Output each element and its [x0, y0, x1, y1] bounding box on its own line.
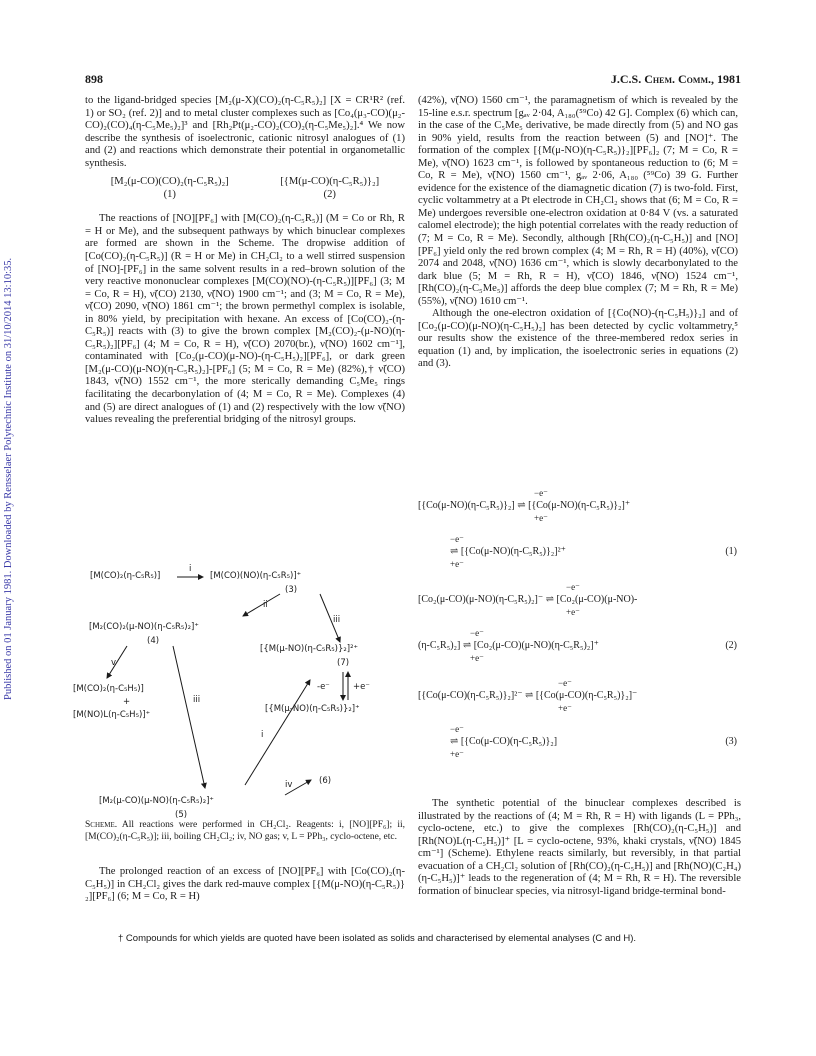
- eq1-oxidation: −e⁻: [534, 488, 548, 498]
- compound-4-number: (4): [147, 636, 160, 646]
- eq3-reduction: +e⁻: [558, 703, 572, 713]
- compound-5-number: (5): [175, 810, 188, 820]
- eq2-reduction-2: +e⁻: [470, 653, 484, 663]
- eq2-number: (2): [725, 640, 737, 651]
- eq2-line2: (η-C₅R₅)₂] ⇌ [Co₂(μ-CO)(μ-NO)(η-C₅R₅)₂]⁺: [418, 640, 599, 651]
- compound-6: [{M(μ-NO)(η-C₅R₅)}₂]⁺: [265, 704, 360, 714]
- right-column-tail: [418, 798, 741, 898]
- formula-2: [280, 176, 379, 201]
- eq1-line1: [{Co(μ-NO)(η-C₅R₅)}₂] ⇌ [{Co(μ-NO)(η-C₅R₅)}₂]⁺: [418, 500, 631, 511]
- compound-3-number: (3): [285, 585, 298, 595]
- footnote: † Compounds for which yields are quoted have been isolated as solids and characterised by elemental analyses (C and H).: [118, 933, 637, 944]
- compound-6-number: (6): [319, 776, 332, 786]
- eq1-line2: ⇌ [{Co(μ-NO)(η-C₅R₅)}₂]²⁺: [450, 546, 566, 557]
- eq3-line2: ⇌ [{Co(μ-CO)(η-C₅R₅)}₂]: [450, 736, 558, 747]
- mixture-product-b: [M(NO)L(η-C₅H₅)]⁺: [73, 710, 151, 720]
- eq3-oxidation-2: −e⁻: [450, 724, 464, 734]
- reaction-scheme: [73, 560, 405, 820]
- page-number: 898: [85, 72, 103, 86]
- oxidation-label: -e⁻: [317, 682, 330, 692]
- compound-1: [M(CO)₂(η-C₅R₅)]: [90, 571, 161, 581]
- reagent-label: i: [261, 730, 264, 740]
- formula-2-text: [{M(μ-CO)(η-C₅R₅)}₂]: [280, 176, 380, 188]
- scheme-caption: [85, 820, 405, 843]
- compound-3: [M(CO)(NO)(η-C₅R₅)]⁺: [210, 571, 302, 581]
- journal-title: J.C.S. Chem. Comm., 1981: [610, 72, 741, 86]
- scheme-caption-text: All reactions were performed in CH₂Cl₂. Reagents: i, [NO][PF₆]; ii, [M(CO)₂(η-C₅R₅)]; iii, boiling CH₂Cl₂; iv, NO gas; v, L = PPh₃, cyclo-octene, etc.: [85, 820, 405, 842]
- scheme-caption-label: Scheme.: [85, 820, 118, 830]
- formula-1: [111, 176, 229, 201]
- formula-2-number: (2): [323, 188, 336, 200]
- reagent-label: iii: [333, 615, 341, 625]
- compound-7-number: (7): [337, 658, 350, 668]
- eq2-reduction: +e⁻: [566, 607, 580, 617]
- paragraph: (42%), ν̃(NO) 1560 cm⁻¹, the paramagnetism of which is revealed by the 15-line e.s.r. spectrum [gₐᵥ 2·04, A₁₈₀(⁵⁹Co) 42 G]. Complex (6) which can, in the case of the C₅Me₅ derivative, be made directly from (5) and NO gas in 90% yield, results from the reaction between (5) and [NO]⁺. The formation of the complex [{M(μ-NO)(η-C₅R₅)}₂][PF₆]₂ (7; M = Co, R = Me), ν̃(NO) 1623 cm⁻¹, is followed by spontaneous reduction to (6; M = Co, R = Me), ν̃(NO) 1560 cm⁻¹, gₐᵥ 2·06, A₁₈₀ (⁵⁹Co) 39 G. Further evidence for the existence of the diamagnetic dication (7) is two-fold. First, cyclic voltammetry at a Pt electrode in CH₂Cl₂ shows that (6; M = Co, R = Me) undergoes reversible one-electron oxidation at 0·84 V (vs. a saturated calomel electrode); the high potential correlates with the ready reduction of (7; M = Co, R = Me). Secondly, although [Rh(CO)₂(η-C₅H₅)] and [NO][PF₆] yield only the red brown complex (4; M = Rh, R = H) (40%), ν̃(CO) 2074 and 2048, ν̃(NO) 1636 cm⁻¹, which is slowly decarbonylated to the dark blue (5; M = Rh, R = H), ν̃(CO) 1846, ν̃(NO) 1524 cm⁻¹, [Rh(CO)₂(η-C₅Me₅)] affords the deep blue complex (7; M = Rh, R = Me) (55%), ν̃(NO) 1610 cm⁻¹.: [418, 95, 738, 307]
- reagent-label: iv: [285, 780, 293, 790]
- paragraph: to the ligand-bridged species [M₂(μ-X)(CO)₂(η-C₅R₅)₂] [X = CR¹R² (ref. 1) or SO₂ (ref. 2)] and to metal cluster complexes such as [Co₄(μ₃-CO)(μ₂-CO)₂(CO)₄(η-C₅Me₅)₂]³ and [Rh₂Pt(μ₂-CO)₂(CO)₂(η-C₅Me₅)₂].⁴ We now describe the synthesis of isoelectronic, cationic nitrosyl analogues of (1) and (2) and reactions which demonstrate their potential in organometallic synthesis.: [85, 95, 405, 169]
- left-column: [85, 95, 405, 427]
- paragraph: The reactions of [NO][PF₆] with [M(CO)₂(η-C₅R₅)] (M = Co or Rh, R = H or Me), and the subsequent pathways by which binuclear complexes are formed are shown in the Scheme. The dropwise addition of [Co(CO)₂(η-C₅R₅)] (R = H or Me) in CH₂Cl₂ to a well stirred suspension of [NO]-[PF₆] in the same solvent results in a red–brown solution of the very reactive mononuclear complexes [M(CO)(NO)-(η-C₅R₅)][PF₆] (3; M = Co, R = H), ν̃(CO) 2130, ν̃(NO) 1900 cm⁻¹; and (3; M = Co, R = Me), ν̃(CO) 2090, ν̃(NO) 1861 cm⁻¹; the brown permethyl complex is isolable, in 80% yield, by precipitation with hexane. An excess of [Co(CO)₂-(η-C₅R₅)] reacts with (3) to give the brown complex [M₂(CO)₂-(μ-NO)(η-C₅R₅)₂][PF₆] (4; M = Co, R = H), ν̃(CO) 2070(br.), ν̃(NO) 1602 cm⁻¹], contaminated with [Co₂(μ-CO)(μ-NO)-(η-C₅H₅)₂][PF₆], or dark green [M₂(μ-CO)(μ-NO)(η-C₅R₅)₂]-[PF₆] (5; M = Co, R = Me) (82%),† ν̃(CO) 1843, ν̃(NO) 1552 cm⁻¹, the more sterically demanding C₅Me₅ rings facilitating the decarbonylation of (4; M = Co, R = Me). Complexes (4) and (5) are direct analogues of (1) and (2) respectively with the low ν̃(NO) values revealing the preferential bridging of the nitrosyl groups.: [85, 213, 405, 426]
- paragraph: Although the one-electron oxidation of [{Co(NO)-(η-C₅H₅)}₂] and of [Co₂(μ-CO)(μ-NO)(η-C₅H₅)₂] has been detected by cyclic voltammetry,⁵ our results show the existence of the three-membered redox series in equation (1) and, by implication, the isoelectronic series in equations (2) and (3).: [418, 308, 738, 370]
- compound-4: [M₂(CO)₂(μ-NO)(η-C₅R₅)₂]⁺: [89, 622, 199, 632]
- eq2-oxidation-2: −e⁻: [470, 628, 484, 638]
- right-column: [418, 95, 738, 371]
- paragraph: The prolonged reaction of an excess of [NO][PF₆] with [Co(CO)₂(η-C₅H₅)] in CH₂Cl₂ gives the dark red-mauve complex [{M(μ-NO)(η-C₅R₅)}₂][PF₆] (6; M = Co, R = H): [85, 866, 405, 903]
- reagent-label: ii: [263, 600, 268, 610]
- page-header: [85, 72, 741, 88]
- eq2-line1: [Co₂(μ-CO)(μ-NO)(η-C₅R₅)₂]⁻ ⇌ [Co₂(μ-CO)(μ-NO)-: [418, 594, 638, 605]
- eq1-reduction: +e⁻: [534, 513, 548, 523]
- eq3-reduction-2: +e⁻: [450, 749, 464, 759]
- compound-5: [M₂(μ-CO)(μ-NO)(η-C₅R₅)₂]⁺: [99, 796, 214, 806]
- eq1-reduction-2: +e⁻: [450, 559, 464, 569]
- reagent-label: iii: [193, 695, 201, 705]
- eq3-oxidation: −e⁻: [558, 678, 572, 688]
- paragraph: The synthetic potential of the binuclear complexes described is illustrated by the reactions of (4; M = Rh, R = H) with ligands (L = PPh₃, cyclo-octene, etc.) to give the complexes [Rh(CO)₂(η-C₅H₅)] and [Rh(NO)L(η-C₅H₅)]⁺ [L = cyclo-octene, 93%, khaki crystals, ν̃(NO) 1845 cm⁻¹] (Scheme). Ethylene reacts similarly, but reversibly, in that partial evacuation of a CH₂Cl₂ solution of [Rh(CO)₂(η-C₅H₅)] and [Rh(NO)(C₂H₄)(η-C₅H₅)]⁺ leads to the regeneration of (4; M = Rh, R = H). The reversible formation of binuclear species, via nitrosyl-ligand bridge-terminal bond-: [418, 798, 741, 897]
- formula-pair: [85, 176, 405, 201]
- reagent-label: i: [189, 564, 192, 574]
- eq1-oxidation-2: −e⁻: [450, 534, 464, 544]
- reagent-label: v: [111, 658, 117, 668]
- eq1-number: (1): [725, 546, 737, 557]
- publication-sidebar: [2, 180, 18, 700]
- left-column-tail: [85, 866, 405, 904]
- reduction-label: +e⁻: [353, 682, 370, 692]
- arrow-i-2: [245, 680, 310, 785]
- sidebar-text: Published on 01 January 1981. Downloaded by Rensselaer Polytechnic Institute on 31/10/2014 13:10:35.: [3, 257, 14, 700]
- arrow-iii-2: [173, 646, 205, 788]
- arrow-ii: [243, 594, 280, 616]
- eq3-number: (3): [725, 736, 737, 747]
- eq2-oxidation: −e⁻: [566, 582, 580, 592]
- mixture-plus: +: [123, 697, 131, 707]
- formula-1-text: [M₂(μ-CO)(CO)₂(η-C₅R₅)₂]: [110, 176, 229, 188]
- arrow-v: [107, 646, 127, 678]
- formula-1-number: (1): [163, 188, 176, 200]
- mixture-product-a: [M(CO)₂(η-C₅H₅)]: [73, 684, 144, 694]
- compound-7: [{M(μ-NO)(η-C₅R₅)}₂]²⁺: [260, 644, 358, 654]
- eq3-line1: [{Co(μ-CO)(η-C₅R₅)}₂]²⁻ ⇌ [{Co(μ-CO)(η-C₅R₅)}₂]⁻: [418, 690, 638, 701]
- equations-block: [418, 488, 741, 788]
